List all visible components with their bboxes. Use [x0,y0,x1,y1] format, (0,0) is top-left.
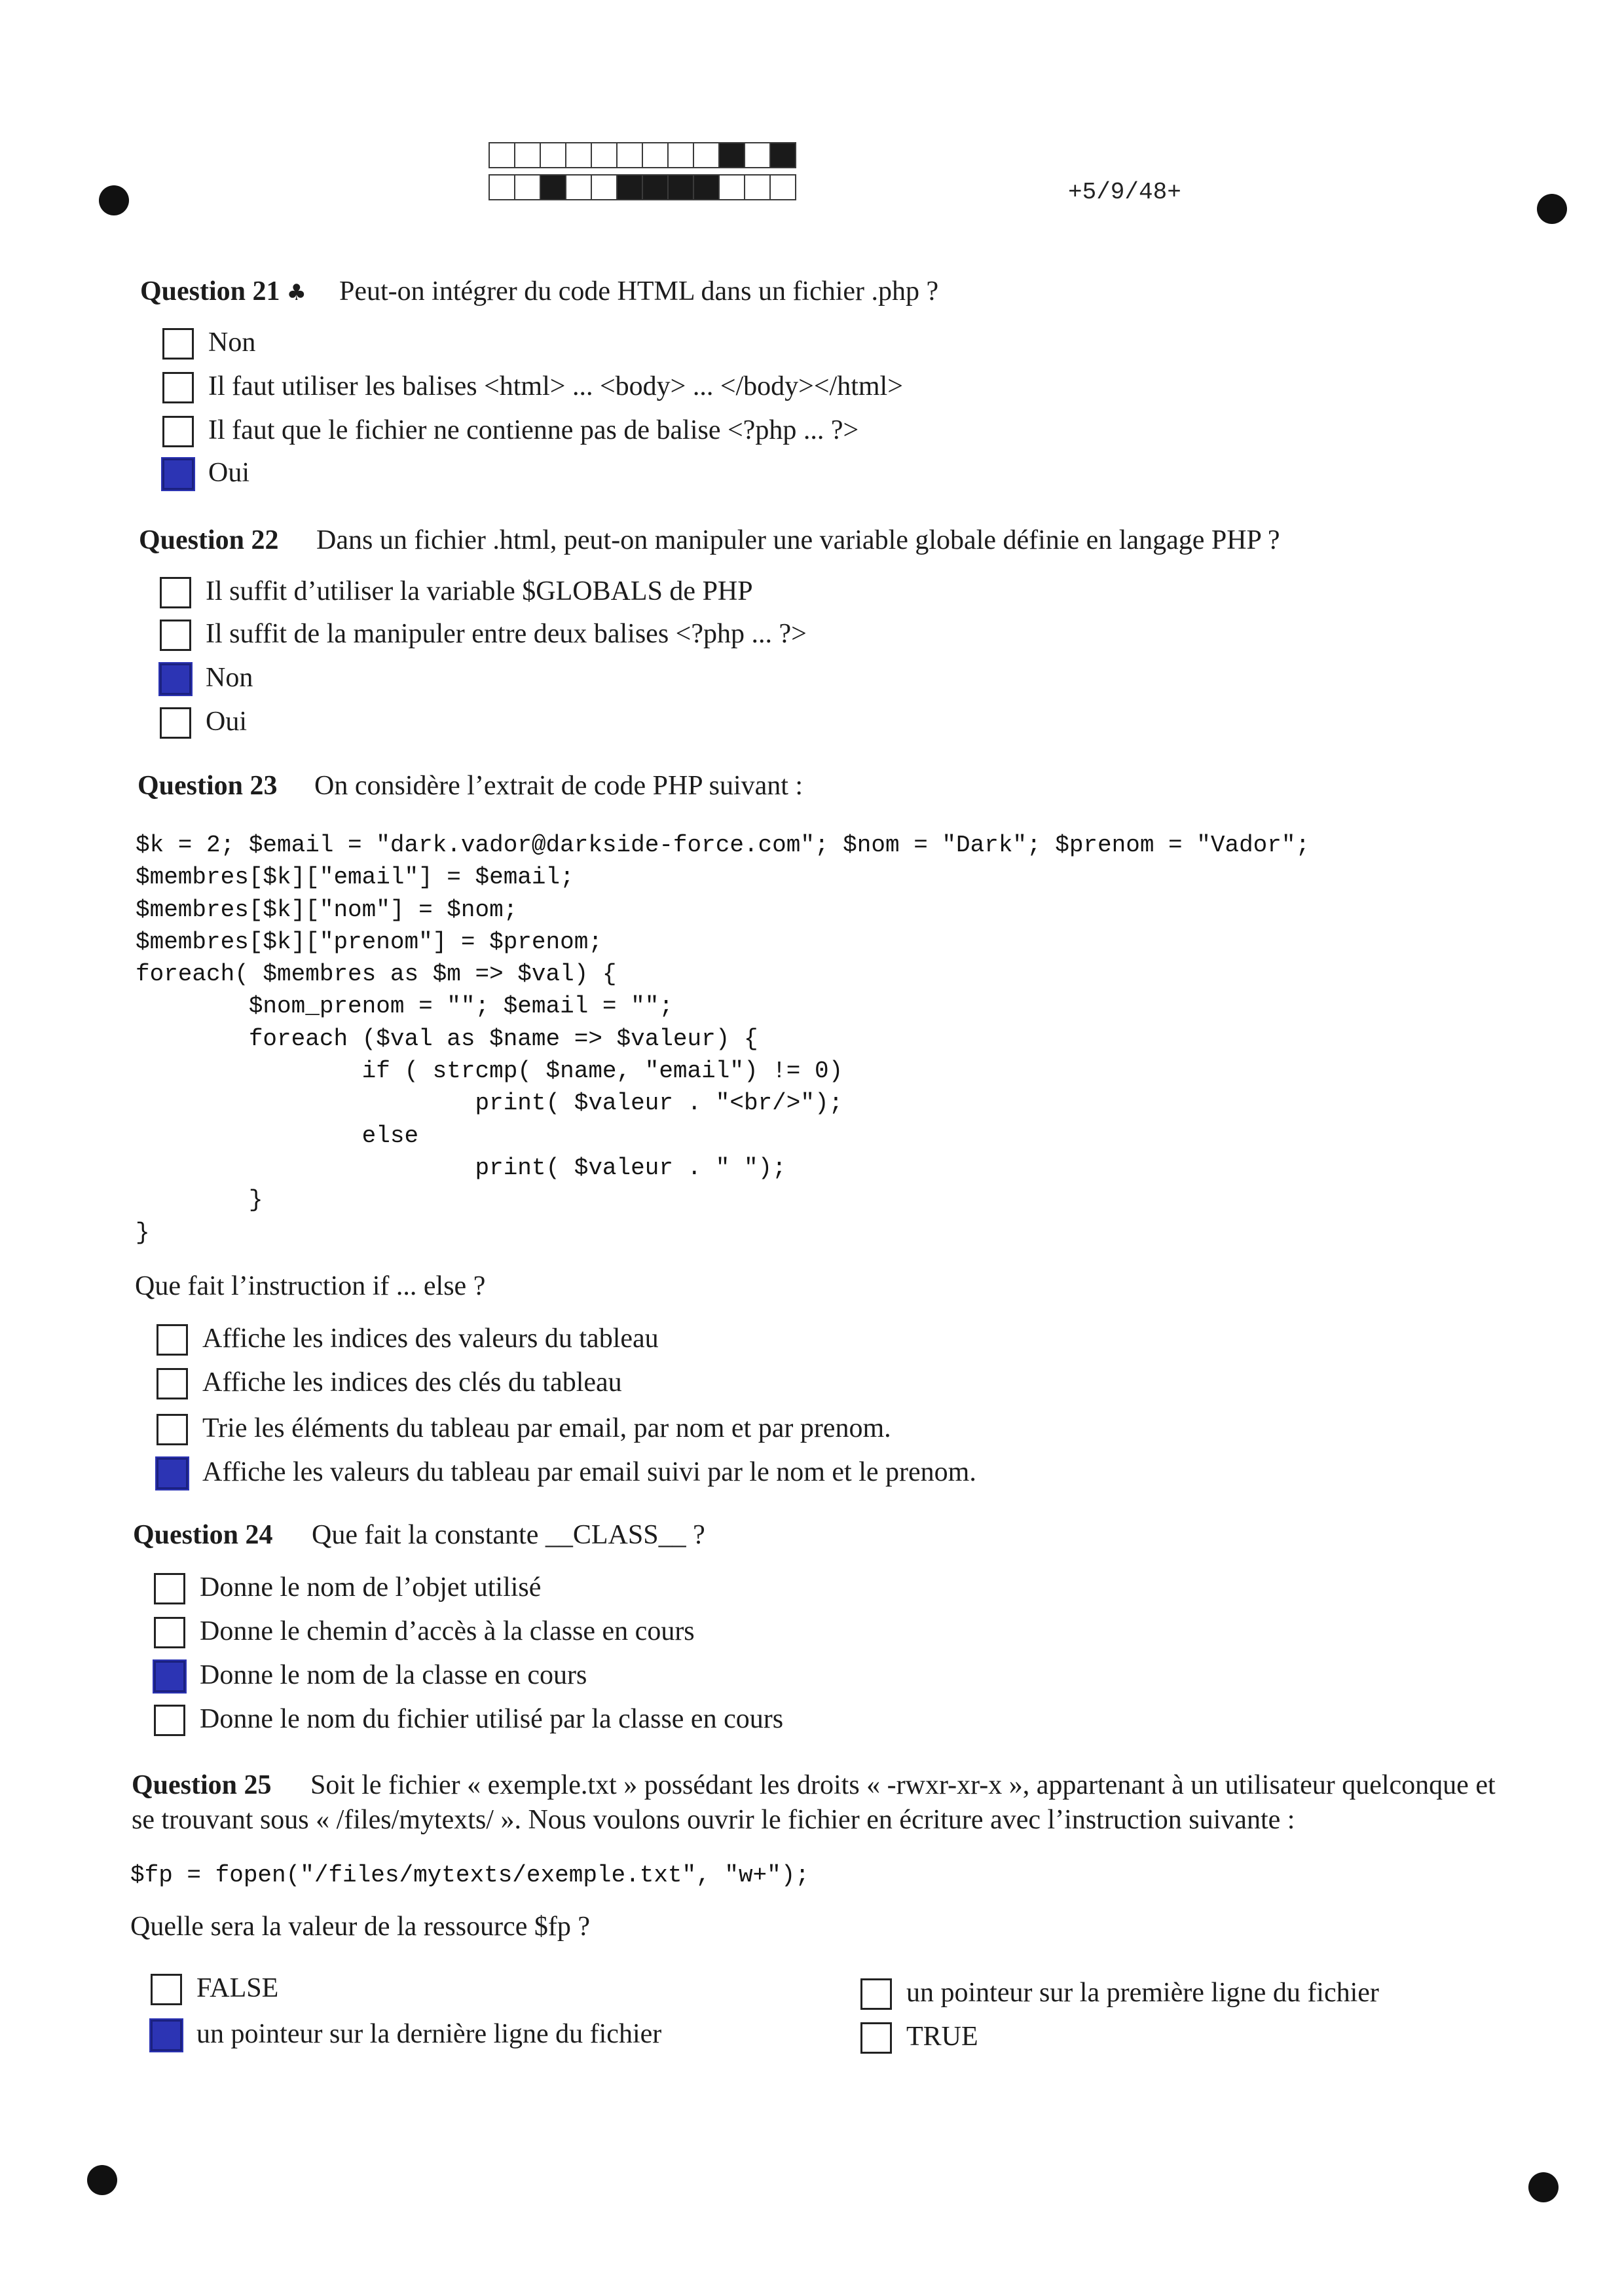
question-25-header [132,1768,1513,1838]
answer-checkbox[interactable] [860,1978,892,2010]
barcode-cell [514,142,541,168]
answer-checkbox[interactable] [154,1573,185,1604]
barcode-cell [591,142,618,168]
barcode-cell [591,174,618,200]
answer-checkbox[interactable] [162,458,194,490]
barcode-cell [642,142,669,168]
corner-marker-top-left [99,185,129,215]
answer-label: Affiche les indices des clés du tableau [202,1367,622,1398]
answer-checkbox[interactable] [160,577,191,608]
answer-checkbox[interactable] [154,1617,185,1648]
barcode-row-1 [489,142,796,168]
code-line: if ( strcmp( $name, "email") != 0) [136,1058,843,1085]
code-line: foreach ($val as $name => $valeur) { [136,1025,758,1052]
page-id: +5/9/48+ [1068,179,1181,206]
question-label: Question 22 [139,525,279,555]
barcode-cell [667,142,694,168]
question-prompt: Que fait l’instruction if ... else ? [135,1271,486,1301]
question-label: Question 23 [138,771,278,801]
answer-label: un pointeur sur la dernière ligne du fichier [196,2019,662,2049]
code-line: $membres[$k]["email"] = $email; [136,864,574,891]
multiple-answers-club-icon: ♣ [286,280,307,306]
answer-checkbox[interactable] [160,663,191,695]
code-listing [136,829,1310,1249]
code-line: print( $valeur . "<br/>"); [136,1090,843,1117]
code-line: $membres[$k]["nom"] = $nom; [136,896,518,923]
question-label-group [140,275,339,309]
question-text: Dans un fichier .html, peut-on manipuler une variable globale définie en langage PHP ? [316,525,1280,555]
question-label: Question 21 [140,276,280,306]
barcode-cell [540,174,566,200]
barcode-cell [489,142,515,168]
corner-marker-bottom-right [1528,2172,1559,2202]
answer-label: Il faut utiliser les balises <html> ... <body> ... </body></html> [208,371,903,401]
barcode-cell [693,142,720,168]
barcode-cell [565,142,592,168]
answer-label: Affiche les valeurs du tableau par email suivi par le nom et le prenom. [202,1457,976,1487]
code-line: $k = 2; $email = "dark.vador@darkside-force.com"; $nom = "Dark"; $prenom = "Vador"; [136,832,1310,859]
answer-label: Donne le nom du fichier utilisé par la classe en cours [200,1704,784,1734]
answer-checkbox[interactable] [860,2022,892,2054]
barcode-cell [642,174,669,200]
question-21-header [140,275,938,309]
answer-checkbox[interactable] [162,372,194,403]
answer-label: Il faut que le fichier ne contienne pas de balise <?php ... ?> [208,415,859,445]
answer-label: Affiche les indices des valeurs du tableau [202,1324,659,1354]
barcode-cell [489,174,515,200]
answer-label: Donne le chemin d’accès à la classe en cours [200,1616,695,1646]
code-line: else [136,1122,419,1149]
barcode-cell [616,142,643,168]
answer-label: Donne le nom de l’objet utilisé [200,1572,542,1602]
question-label: Question 25 [132,1770,272,1800]
code-line: $membres[$k]["prenom"] = $prenom; [136,928,602,955]
barcode-cell [769,142,796,168]
answer-checkbox[interactable] [157,1324,188,1356]
answer-label: Oui [208,458,249,488]
answer-checkbox[interactable] [157,1368,188,1399]
barcode-cell [565,174,592,200]
barcode-cell [769,174,796,200]
answer-label: Non [208,327,256,358]
barcode-cell [693,174,720,200]
code-line: } [136,1187,263,1214]
question-text: Que fait la constante __CLASS__ ? [312,1520,705,1550]
question-22-header [139,524,1280,557]
answer-checkbox[interactable] [160,707,191,739]
answer-checkbox[interactable] [157,1414,188,1445]
code-line: $fp = fopen("/files/mytexts/exemple.txt", "w+"); [130,1862,809,1889]
answer-label: un pointeur sur la première ligne du fichier [906,1978,1379,2008]
barcode-cell [718,174,745,200]
answer-label: Trie les éléments du tableau par email, par nom et par prenom. [202,1413,891,1443]
barcode-cell [540,142,566,168]
barcode-cell [514,174,541,200]
corner-marker-top-right [1537,194,1567,224]
question-text: On considère l’extrait de code PHP suivant : [314,771,803,801]
answer-checkbox[interactable] [154,1705,185,1736]
question-text: Soit le fichier « exemple.txt » possédant les droits « -rwxr-xr-x », appartenant à un utilisateur quelconque et se trouvant sous « /files/mytexts/ ». Nous voulons ouvrir le fichier en écriture avec l’instruction suivante : [132,1770,1496,1835]
question-prompt: Quelle sera la valeur de la ressource $fp ? [130,1912,590,1942]
answer-checkbox[interactable] [162,416,194,447]
answer-label: TRUE [906,2022,978,2052]
barcode-cell [744,174,771,200]
barcode-cell [616,174,643,200]
answer-label: Donne le nom de la classe en cours [200,1660,587,1690]
answer-checkbox[interactable] [160,620,191,651]
barcode-row-2 [489,174,796,200]
answer-checkbox[interactable] [154,1661,185,1692]
answer-label: Il suffit d’utiliser la variable $GLOBALS de PHP [206,576,753,606]
code-line: foreach( $membres as $m => $val) { [136,961,617,988]
answer-checkbox[interactable] [151,1974,182,2005]
answer-label: FALSE [196,1973,279,2003]
answer-checkbox[interactable] [162,328,194,360]
question-text: Peut-on intégrer du code HTML dans un fichier .php ? [339,276,939,306]
answer-label: Oui [206,707,247,737]
code-line: print( $valeur . " "); [136,1154,786,1181]
answer-label: Il suffit de la manipuler entre deux balises <?php ... ?> [206,619,807,649]
answer-checkbox[interactable] [157,1458,188,1489]
question-23-header [138,769,803,802]
barcode-cell [667,174,694,200]
answer-checkbox[interactable] [151,2020,182,2051]
code-listing [130,1859,809,1891]
code-line: $nom_prenom = ""; $email = ""; [136,993,673,1020]
question-label: Question 24 [133,1520,273,1550]
barcode-cell [744,142,771,168]
question-24-header [133,1519,705,1551]
code-line: } [136,1219,150,1246]
corner-marker-bottom-left [87,2165,117,2195]
answer-label: Non [206,663,253,693]
barcode-cell [718,142,745,168]
